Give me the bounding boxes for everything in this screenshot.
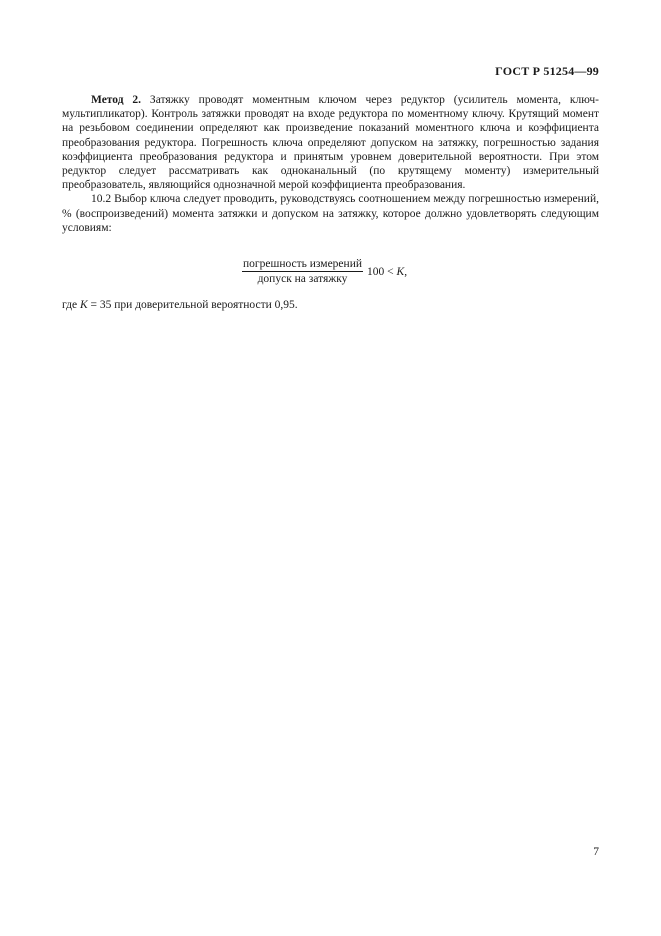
method-2-paragraph <box>62 93 599 192</box>
document-code-header: ГОСТ Р 51254—99 <box>495 64 599 78</box>
method-2-text: Затяжку проводят моментным ключом через редуктор (усилитель момента, ключ-мультипликатор). Контроль затяжки проводят на входе редуктора по моментному ключу. Крутящий момент на резьбовом соединении определяют как произведение показаний моментного ключа и коэффициента преобразования редуктора. Погрешность ключа определяют допуском на затяжку, погрешностью задания коэффициента преобразования редуктора и принятым уровнем доверительной вероятности. При этом редуктор следует рассматривать как одноканальный (по крутящему моменту) измерительный преобразователь, являющийся однозначной мерой коэффициента преобразования. <box>62 94 599 192</box>
method-2-label: Метод 2. <box>91 94 142 106</box>
where-clause <box>62 299 298 311</box>
clause-10-2-paragraph: 10.2 Выбор ключа следует проводить, руководствуясь соотношением между погрешностью измерений, % (воспроизведений) момента затяжки и допуском на затяжку, которое должно удовлетворять следующим условиям: <box>62 193 599 234</box>
formula-rhs-prefix: 100 < <box>367 265 397 278</box>
formula-right-side <box>367 266 407 278</box>
formula-numerator: погрешность измерений <box>243 258 363 270</box>
formula-denominator: допуск на затяжку <box>257 273 348 285</box>
where-variable: K <box>79 299 88 311</box>
page-number: 7 <box>593 846 599 858</box>
formula-rhs-variable: K <box>396 265 405 278</box>
formula-fraction <box>242 258 363 285</box>
document-body <box>62 93 599 235</box>
formula <box>242 258 407 285</box>
where-prefix: где <box>62 299 80 311</box>
where-text: = 35 при доверительной вероятности 0,95. <box>87 299 298 311</box>
formula-rhs-suffix: , <box>404 265 408 278</box>
